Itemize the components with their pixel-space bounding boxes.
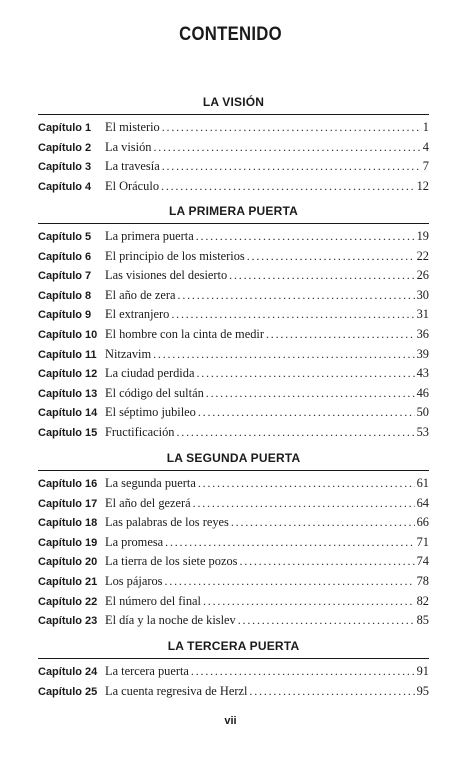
toc-entry[interactable] [38,592,429,612]
toc-entry[interactable] [38,474,429,494]
chapter-title: El misterio [105,120,160,134]
chapter-label: Capítulo 13 [38,387,98,400]
toc-entry[interactable] [38,138,429,158]
chapter-title: Nitzavim [105,346,152,361]
dot-leader [165,533,414,553]
page-number: 43 [416,366,429,381]
dot-leader [231,513,415,533]
page-number: 26 [416,268,429,283]
toc-entry[interactable] [38,157,429,177]
chapter-list [38,662,429,701]
chapter-label: Capítulo 19 [38,536,98,549]
chapter-title: El año de zera [105,287,176,302]
dot-leader [164,572,414,592]
section-la-primera-puerta [38,204,429,443]
dot-leader [162,157,421,177]
chapter-label: Capítulo 25 [38,685,98,698]
chapter-title: La promesa [105,534,164,549]
dot-leader [266,325,415,345]
chapter-title: La tercera puerta [105,664,189,678]
chapter-label: Capítulo 21 [38,575,98,588]
page-number: 46 [416,385,429,400]
chapter-label: Capítulo 20 [38,556,98,569]
toc-entry[interactable] [38,494,429,514]
page-number: 19 [416,229,429,243]
toc-entry[interactable] [38,118,429,138]
chapter-label: Capítulo 10 [38,328,98,341]
dot-leader [249,682,414,702]
page-number: 50 [416,405,429,420]
toc-entry[interactable] [38,364,429,384]
toc-entry[interactable] [38,286,429,306]
chapter-title: El número del final [105,593,201,608]
section-la-vision [38,95,429,196]
page-number: 39 [416,346,429,361]
section-heading: LA TERCERA PUERTA [38,639,429,659]
page-number: 31 [416,307,429,322]
chapter-label: Capítulo 16 [38,478,98,490]
chapter-label: Capítulo 24 [38,666,98,678]
page-number: 66 [416,515,429,530]
chapter-title: La cuenta regresiva de Herzl [105,683,248,698]
chapter-label: Capítulo 7 [38,270,92,283]
page-number: 78 [416,573,429,588]
page-number: 53 [416,424,429,439]
dot-leader [153,138,420,158]
dot-leader [178,286,415,306]
toc-entry[interactable] [38,513,429,533]
chapter-title: El día y la noche de kislev [105,613,236,628]
page-number: 82 [416,593,429,608]
chapter-title: Fructificación [105,424,175,439]
section-heading: LA PRIMERA PUERTA [38,204,429,224]
page-number: 30 [416,287,429,302]
toc-entry[interactable] [38,384,429,404]
toc-entry[interactable] [38,345,429,365]
dot-leader [161,177,415,197]
page-number: 1 [422,120,429,134]
chapter-title: El séptimo jubileo [105,405,196,420]
dot-leader [239,552,414,572]
dot-leader [247,247,415,267]
dot-leader [198,474,415,494]
chapter-label: Capítulo 14 [38,407,98,420]
chapter-title: El extranjero [105,307,170,322]
chapter-label: Capítulo 3 [38,161,92,174]
chapter-title: Las palabras de los reyes [105,515,229,530]
page-number: 12 [416,178,429,193]
page-number: 74 [416,554,429,569]
dot-leader [177,423,415,443]
chapter-title: El año del gezerá [105,495,191,510]
page-number: 71 [416,534,429,549]
chapter-label: Capítulo 5 [38,231,92,243]
chapter-label: Capítulo 9 [38,309,92,322]
toc-entry[interactable] [38,247,429,267]
toc-entry[interactable] [38,305,429,325]
chapter-list [38,118,429,196]
chapter-label: Capítulo 4 [38,180,92,193]
chapter-label: Capítulo 18 [38,517,98,530]
page-number: 4 [422,139,429,154]
chapter-title: La travesía [105,159,160,174]
dot-leader [238,611,415,631]
toc-entry[interactable] [38,403,429,423]
dot-leader [229,266,414,286]
chapter-title: El principio de los misterios [105,248,245,263]
dot-leader [198,403,415,423]
chapter-title: La segunda puerta [105,476,196,490]
toc-entry[interactable] [38,662,429,682]
chapter-label: Capítulo 2 [38,141,92,154]
dot-leader [203,592,415,612]
section-la-segunda-puerta [38,451,429,631]
page-number: 61 [416,476,429,490]
dot-leader [193,494,415,514]
toc-entry[interactable] [38,325,429,345]
dot-leader [196,227,415,247]
dot-leader [153,345,415,365]
chapter-title: Las visiones del desierto [105,268,228,283]
chapter-label: Capítulo 1 [38,122,92,134]
section-heading: LA SEGUNDA PUERTA [38,451,429,471]
section-la-tercera-puerta [38,639,429,701]
chapter-label: Capítulo 15 [38,426,98,439]
dot-leader [206,384,415,404]
chapter-label: Capítulo 12 [38,368,98,381]
chapter-list [38,227,429,443]
chapter-title: La visión [105,139,152,154]
chapter-title: Los pájaros [105,573,163,588]
chapter-label: Capítulo 11 [38,348,97,361]
chapter-label: Capítulo 8 [38,289,92,302]
page-number: 22 [416,248,429,263]
dot-leader [191,662,415,682]
page-number: 64 [416,495,429,510]
chapter-title: La primera puerta [105,229,194,243]
toc-entry[interactable] [38,177,429,197]
toc-entry[interactable] [38,552,429,572]
toc-entry[interactable] [38,423,429,443]
page-title: CONTENIDO [179,24,282,45]
dot-leader [162,118,421,138]
toc-entry[interactable] [38,611,429,631]
page-folio: vii [224,715,237,727]
chapter-title: El Oráculo [105,178,160,193]
page-number: 91 [416,664,429,678]
page-number: 36 [416,326,429,341]
chapter-label: Capítulo 22 [38,595,98,608]
chapter-label: Capítulo 23 [38,615,98,628]
dot-leader [196,364,414,384]
chapter-title: La tierra de los siete pozos [105,554,238,569]
section-heading: LA VISIÓN [38,95,429,115]
toc-entry[interactable] [38,227,429,247]
chapter-title: El código del sultán [105,385,204,400]
page-number: 7 [422,159,429,174]
chapter-title: El hombre con la cinta de medir [105,326,264,341]
chapter-label: Capítulo 6 [38,250,92,263]
dot-leader [171,305,414,325]
page-number: 85 [416,613,429,628]
toc-entry[interactable] [38,682,429,702]
chapter-label: Capítulo 17 [38,497,98,510]
chapter-list [38,474,429,631]
toc-entry[interactable] [38,266,429,286]
page-number: 95 [416,683,429,698]
toc-entry[interactable] [38,533,429,553]
chapter-title: La ciudad perdida [105,366,195,381]
toc-entry[interactable] [38,572,429,592]
